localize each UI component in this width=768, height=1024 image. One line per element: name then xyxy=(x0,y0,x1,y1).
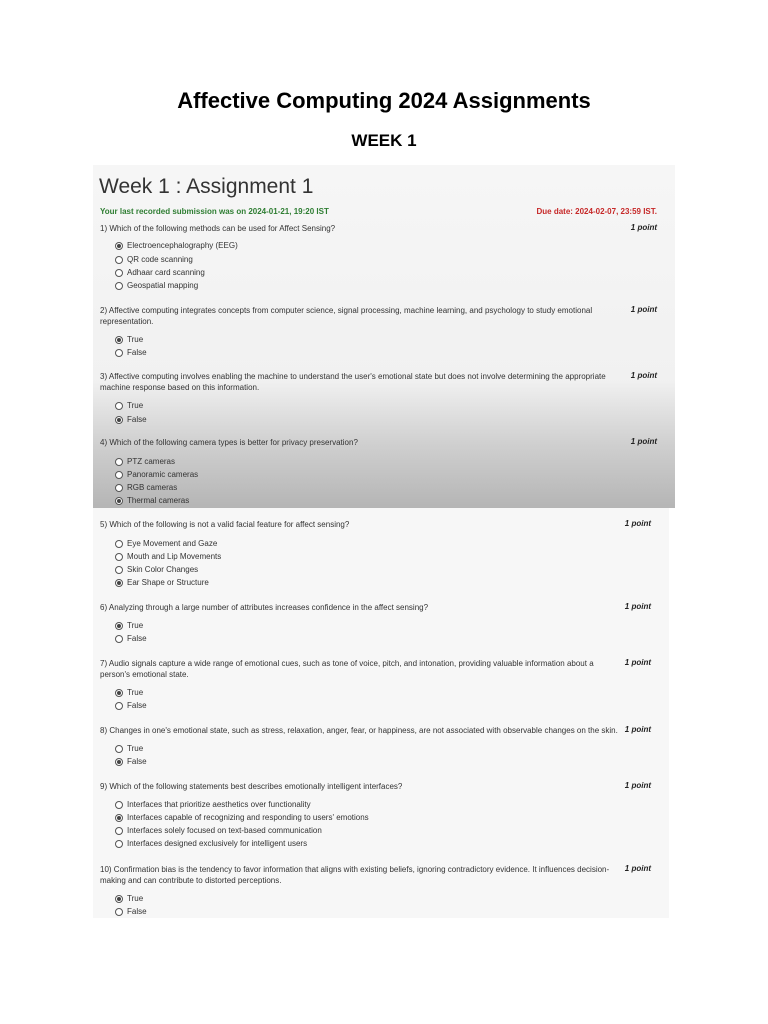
answer-option[interactable] xyxy=(115,744,143,753)
answer-option-label: Adhaar card scanning xyxy=(127,268,205,277)
answer-option[interactable] xyxy=(115,813,369,822)
radio-button-icon[interactable] xyxy=(115,745,123,753)
question-points: 1 point xyxy=(624,725,651,734)
radio-button-icon[interactable] xyxy=(115,814,123,822)
answer-option[interactable] xyxy=(115,335,143,344)
assignment-screenshot-top xyxy=(93,165,675,508)
question-points: 1 point xyxy=(630,305,657,314)
answer-option-label: Geospatial mapping xyxy=(127,281,199,290)
answer-option-label: Interfaces that prioritize aesthetics over functionality xyxy=(127,800,311,809)
answer-option[interactable] xyxy=(115,281,198,290)
last-submission-text: Your last recorded submission was on 2024-01-21, 19:20 IST xyxy=(100,207,329,216)
radio-button-icon[interactable] xyxy=(115,635,123,643)
answer-option[interactable] xyxy=(115,552,221,561)
answer-option[interactable] xyxy=(115,348,147,357)
answer-option-label: False xyxy=(127,348,147,357)
answer-option[interactable] xyxy=(115,621,143,630)
question-points: 1 point xyxy=(624,519,651,528)
answer-option[interactable] xyxy=(115,839,307,848)
question-text: 7) Audio signals capture a wide range of emotional cues, such as tone of voice, pitch, and intonation, providing valuable information about a person's emotional state. xyxy=(100,659,594,679)
answer-option[interactable] xyxy=(115,701,147,710)
radio-button-icon[interactable] xyxy=(115,840,123,848)
radio-button-icon[interactable] xyxy=(115,416,123,424)
answer-option-label: Eye Movement and Gaze xyxy=(127,539,218,548)
question-text: 6) Analyzing through a large number of attributes increases confidence in the affect sensing? xyxy=(100,603,429,612)
answer-option-label: True xyxy=(127,621,144,630)
answer-option-label: True xyxy=(127,401,144,410)
radio-button-icon[interactable] xyxy=(115,269,123,277)
question-text: 9) Which of the following statements best describes emotionally intelligent interfaces? xyxy=(100,782,403,791)
radio-button-icon[interactable] xyxy=(115,895,123,903)
answer-option-label: Interfaces capable of recognizing and responding to users' emotions xyxy=(127,813,369,822)
radio-button-icon[interactable] xyxy=(115,622,123,630)
answer-option[interactable] xyxy=(115,565,198,574)
answer-option[interactable] xyxy=(115,688,143,697)
radio-button-icon[interactable] xyxy=(115,242,123,250)
answer-option-label: False xyxy=(127,634,147,643)
question-points: 1 point xyxy=(624,864,651,873)
assignment-title: Week 1 : Assignment 1 xyxy=(99,175,314,198)
radio-button-icon[interactable] xyxy=(115,579,123,587)
answer-option-label: False xyxy=(127,701,147,710)
answer-option-label: False xyxy=(127,757,147,766)
answer-option[interactable] xyxy=(115,470,198,479)
answer-option-label: True xyxy=(127,744,144,753)
answer-option-label: Interfaces designed exclusively for intelligent users xyxy=(127,839,308,848)
answer-option[interactable] xyxy=(115,539,217,548)
radio-button-icon[interactable] xyxy=(115,553,123,561)
radio-button-icon[interactable] xyxy=(115,540,123,548)
question-points: 1 point xyxy=(624,658,651,667)
answer-option[interactable] xyxy=(115,241,238,250)
answer-option[interactable] xyxy=(115,496,189,505)
answer-option-label: PTZ cameras xyxy=(127,457,176,466)
radio-button-icon[interactable] xyxy=(115,702,123,710)
radio-button-icon[interactable] xyxy=(115,402,123,410)
question-points: 1 point xyxy=(630,223,657,232)
question-points: 1 point xyxy=(630,371,657,380)
answer-option-label: True xyxy=(127,335,144,344)
answer-option-label: RGB cameras xyxy=(127,483,178,492)
question-text: 5) Which of the following is not a valid facial feature for affect sensing? xyxy=(100,520,350,529)
answer-option[interactable] xyxy=(115,757,147,766)
radio-button-icon[interactable] xyxy=(115,758,123,766)
radio-button-icon[interactable] xyxy=(115,471,123,479)
answer-option-label: QR code scanning xyxy=(127,255,193,264)
answer-option-label: Ear Shape or Structure xyxy=(127,578,209,587)
radio-button-icon[interactable] xyxy=(115,282,123,290)
question-text: 2) Affective computing integrates concepts from computer science, signal processing, machine learning, and psychology to study emotional representation. xyxy=(100,306,593,326)
assignment-screenshot-bottom xyxy=(93,508,669,918)
answer-option-label: False xyxy=(127,415,147,424)
radio-button-icon[interactable] xyxy=(115,689,123,697)
answer-option-label: False xyxy=(127,907,147,916)
question-text: 8) Changes in one's emotional state, such as stress, relaxation, anger, fear, or happiness, are not associated with observable changes on the skin. xyxy=(100,726,618,735)
radio-button-icon[interactable] xyxy=(115,256,123,264)
radio-button-icon[interactable] xyxy=(115,458,123,466)
question-text: 3) Affective computing involves enabling the machine to understand the user's emotional state but does not involve determining the appropriate machine response based on this information. xyxy=(100,372,606,392)
radio-button-icon[interactable] xyxy=(115,566,123,574)
answer-option[interactable] xyxy=(115,826,322,835)
document-title: Affective Computing 2024 Assignments xyxy=(177,88,591,113)
answer-option[interactable] xyxy=(115,255,193,264)
answer-option[interactable] xyxy=(115,268,205,277)
question-points: 1 point xyxy=(624,602,651,611)
radio-button-icon[interactable] xyxy=(115,908,123,916)
radio-button-icon[interactable] xyxy=(115,827,123,835)
answer-option[interactable] xyxy=(115,634,147,643)
question-points: 1 point xyxy=(630,437,657,446)
answer-option-label: True xyxy=(127,894,144,903)
answer-option[interactable] xyxy=(115,483,177,492)
answer-option-label: Panoramic cameras xyxy=(127,470,199,479)
answer-option[interactable] xyxy=(115,415,147,424)
answer-option[interactable] xyxy=(115,907,147,916)
answer-option[interactable] xyxy=(115,578,209,587)
question-text: 4) Which of the following camera types is better for privacy preservation? xyxy=(100,438,358,447)
radio-button-icon[interactable] xyxy=(115,336,123,344)
radio-button-icon[interactable] xyxy=(115,497,123,505)
radio-button-icon[interactable] xyxy=(115,349,123,357)
answer-option-label: Electroencephalography (EEG) xyxy=(127,241,238,250)
answer-option-label: Interfaces solely focused on text-based communication xyxy=(127,826,322,835)
document-subtitle: WEEK 1 xyxy=(351,131,417,150)
question-text: 1) Which of the following methods can be used for Affect Sensing? xyxy=(100,224,336,233)
answer-option[interactable] xyxy=(115,401,143,410)
radio-button-icon[interactable] xyxy=(115,484,123,492)
answer-option-label: Mouth and Lip Movements xyxy=(127,552,222,561)
answer-option[interactable] xyxy=(115,800,311,809)
question-text: 10) Confirmation bias is the tendency to favor information that aligns with existing beliefs, ignoring contradictory evidence. It influences decision-making and can contribute to distorted perceptions. xyxy=(100,865,610,885)
radio-button-icon[interactable] xyxy=(115,801,123,809)
answer-option-label: Skin Color Changes xyxy=(127,565,199,574)
answer-option[interactable] xyxy=(115,457,175,466)
answer-option[interactable] xyxy=(115,894,143,903)
due-date-text: Due date: 2024-02-07, 23:59 IST. xyxy=(536,207,657,216)
answer-option-label: Thermal cameras xyxy=(127,496,190,505)
question-points: 1 point xyxy=(624,781,651,790)
answer-option-label: True xyxy=(127,688,144,697)
